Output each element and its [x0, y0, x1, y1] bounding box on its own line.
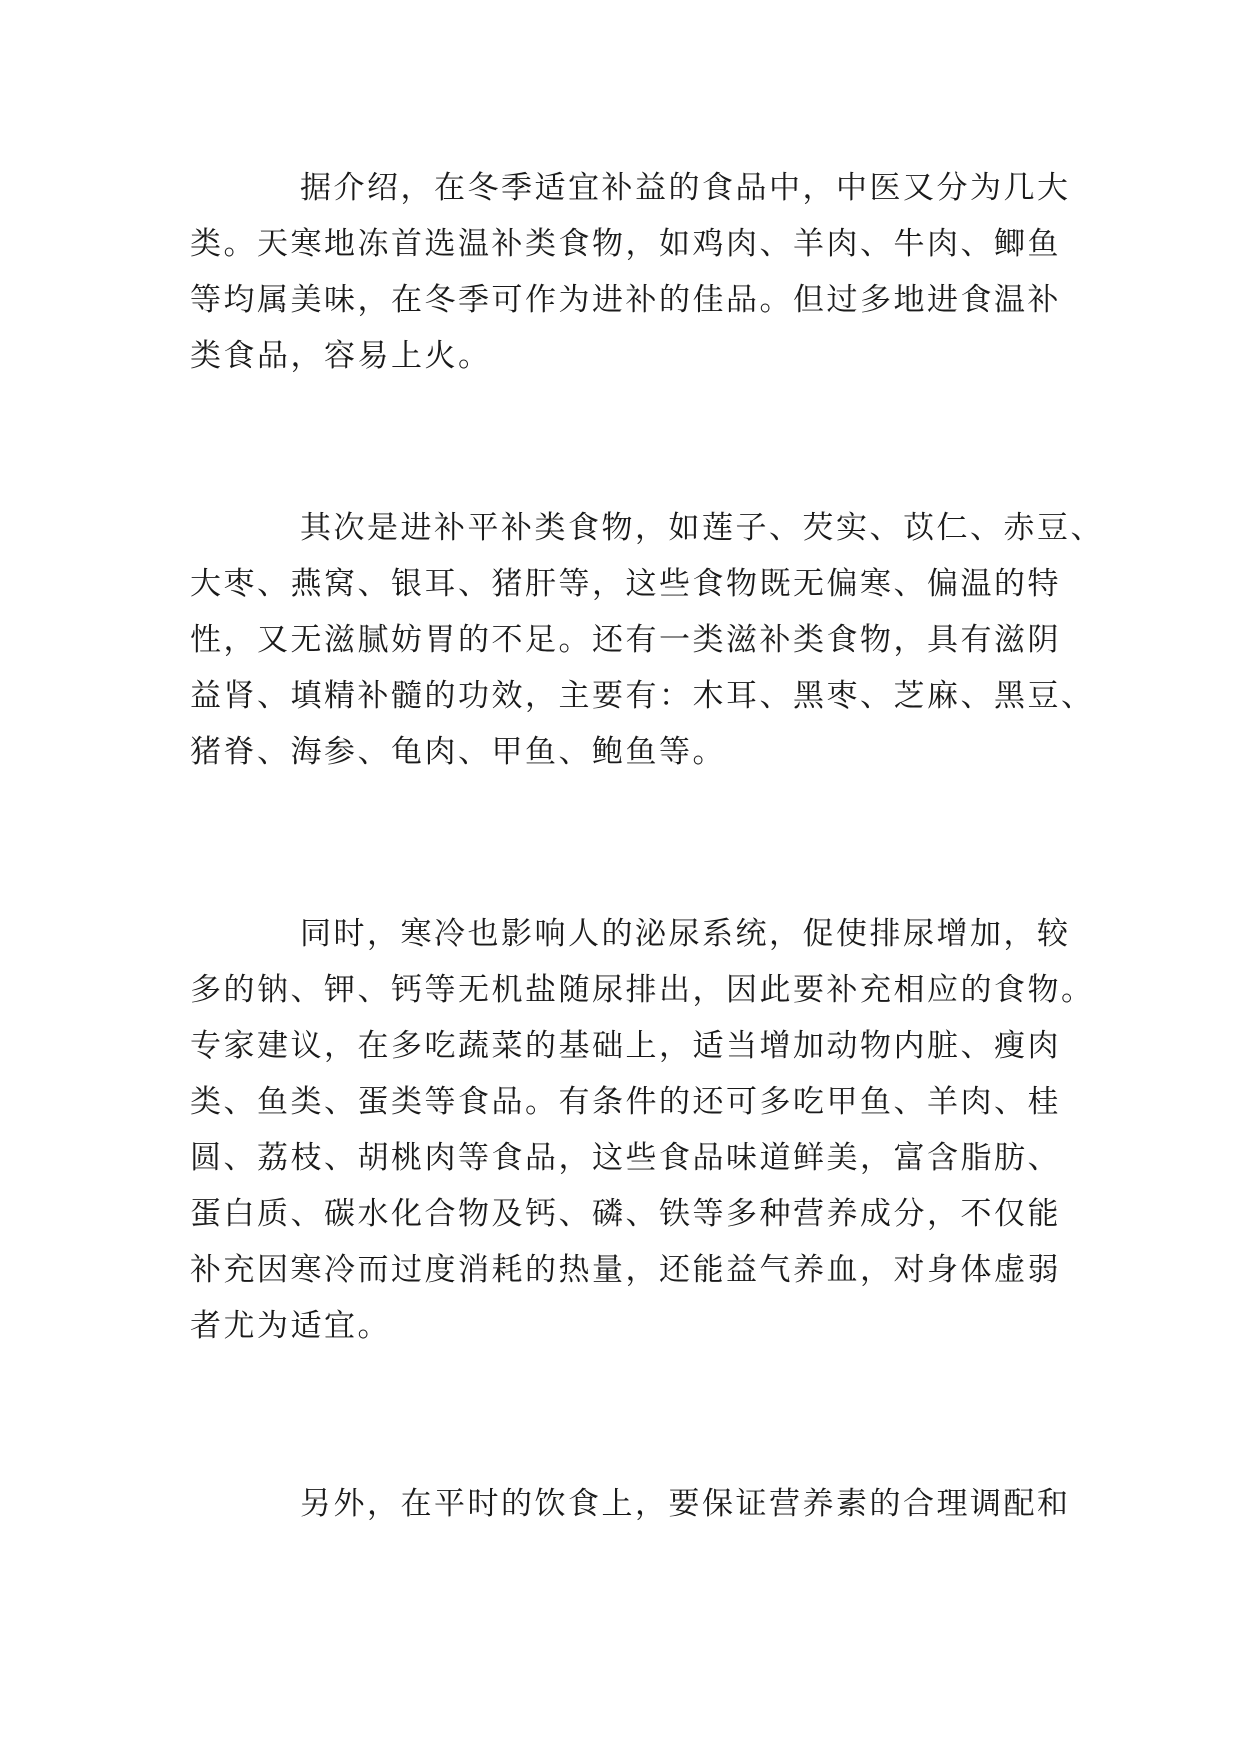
text-line: 猪脊、海参、龟肉、甲鱼、鲍鱼等。 [190, 734, 726, 770]
text-line: 其次是进补平补类食物，如莲子、芡实、苡仁、赤豆、 [300, 510, 1104, 546]
text-line: 益肾、填精补髓的功效，主要有：木耳、黑枣、芝麻、黑豆、 [190, 678, 1095, 714]
text-line: 专家建议，在多吃蔬菜的基础上，适当增加动物内脏、瘦肉 [190, 1028, 1061, 1064]
text-line: 类食品，容易上火。 [190, 338, 492, 374]
text-line: 蛋白质、碳水化合物及钙、磷、铁等多种营养成分，不仅能 [190, 1196, 1061, 1232]
text-line: 类、鱼类、蛋类等食品。有条件的还可多吃甲鱼、羊肉、桂 [190, 1084, 1061, 1120]
text-line: 者尤为适宜。 [190, 1308, 391, 1344]
text-line: 圆、荔枝、胡桃肉等食品，这些食品味道鲜美，富含脂肪、 [190, 1140, 1061, 1176]
text-line: 性，又无滋腻妨胃的不足。还有一类滋补类食物，具有滋阴 [190, 622, 1061, 658]
text-line: 据介绍，在冬季适宜补益的食品中，中医又分为几大 [300, 170, 1071, 206]
text-line: 等均属美味，在冬季可作为进补的佳品。但过多地进食温补 [190, 282, 1061, 318]
text-line: 补充因寒冷而过度消耗的热量，还能益气养血，对身体虚弱 [190, 1252, 1061, 1288]
text-line: 另外，在平时的饮食上，要保证营养素的合理调配和 [300, 1486, 1071, 1522]
text-line: 大枣、燕窝、银耳、猪肝等，这些食物既无偏寒、偏温的特 [190, 566, 1061, 602]
text-line: 同时，寒冷也影响人的泌尿系统，促使排尿增加，较 [300, 916, 1071, 952]
text-line: 多的钠、钾、钙等无机盐随尿排出，因此要补充相应的食物。 [190, 972, 1095, 1008]
text-line: 类。天寒地冻首选温补类食物，如鸡肉、羊肉、牛肉、鲫鱼 [190, 226, 1061, 262]
